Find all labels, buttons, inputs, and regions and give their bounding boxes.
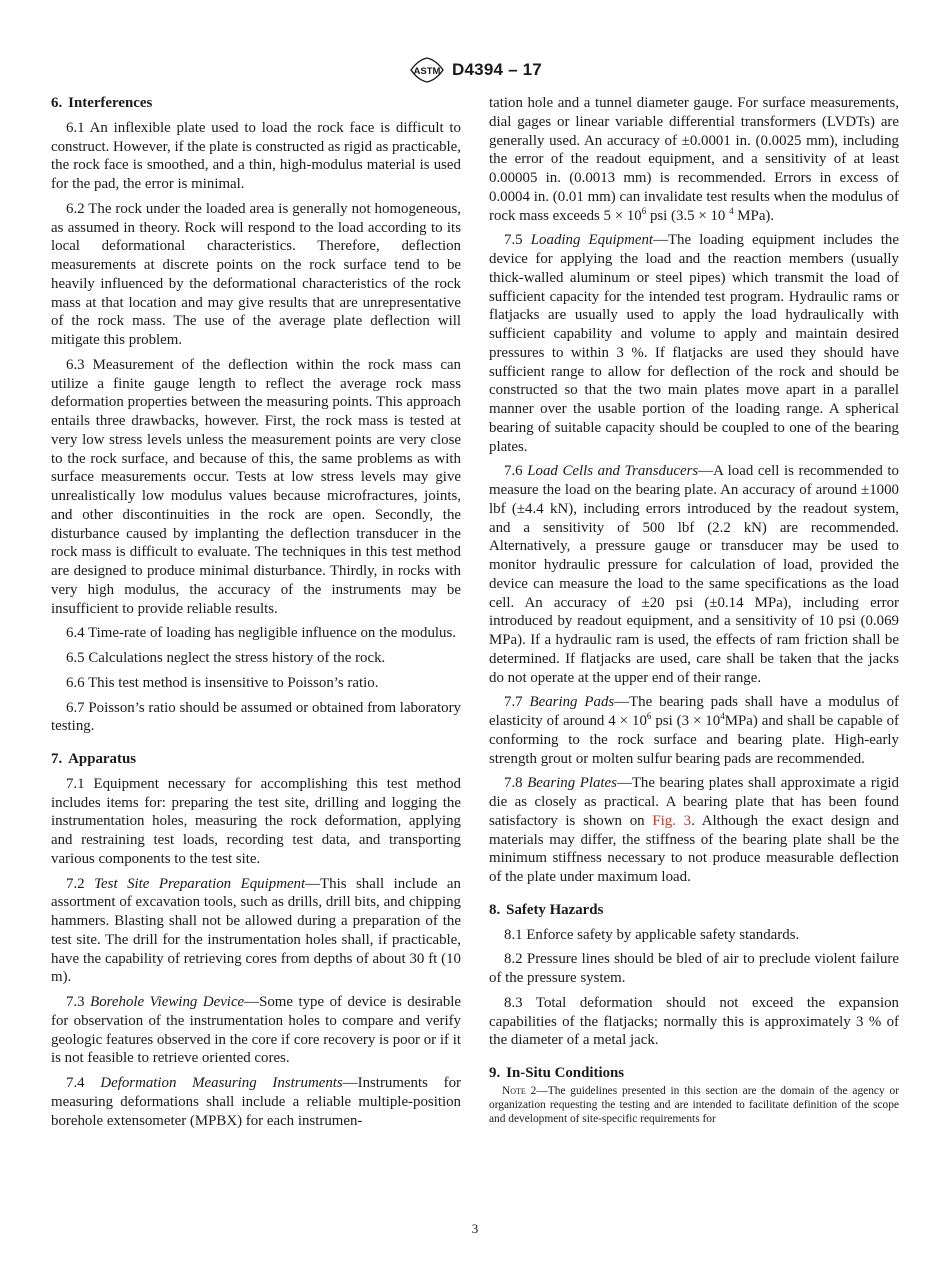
svg-text:ASTM: ASTM — [413, 66, 441, 77]
paragraph-6-7: 6.7 Poisson’s ratio should be assumed or obtained from laboratory testing. — [51, 699, 461, 735]
page-header — [0, 57, 950, 83]
paragraph-7-1: 7.1 Equipment necessary for accomplishing this test method includes items for: preparing the test site, drilling and logging the instrumentation holes, measuring the rock deformation, applying and restraining test loads, recording test data, and transporting various components to the test site. — [51, 775, 461, 867]
left-column — [51, 94, 461, 1136]
paragraph-6-2: 6.2 The rock under the loaded area is generally not homogeneous, as assumed in theory. Rock will respond to the load according to its local deformational characteristics. Therefore, deflection measurements at discrete points on the rock surface tend to be heavily influenced by the deformational characteristics of the rock mass at that location and may give results that are unrepresentative of the rock mass. The use of the average plate deflection will mitigate this problem. — [51, 200, 461, 348]
paragraph-8-1: 8.1 Enforce safety by applicable safety standards. — [504, 926, 800, 943]
paragraph-7-4-continued: tation hole and a tunnel diameter gauge. For surface measurements, dial gages or linear variable differential transformers (LVDTs) are generally used. An accuracy of ±0.0001 in. (0.0025 mm), including the error of the readout equipment, and a sensitivity of at least 0.00005 in. (0.0013 mm) is recommended. Errors in excess of 0.0004 in. (0.01 mm) can invalidate test results when the modulus of rock mass exceeds $5 \times 10^6$ psi (3.5 × 10 $^4$ MPa). — [489, 95, 899, 224]
right-column — [489, 94, 899, 1132]
paragraph-8-3: 8.3 Total deformation should not exceed the expansion capabilities of the flatjacks; normally this is approximately 3 % of the diameter of a metal jack. — [489, 994, 899, 1049]
paragraph-6-4: 6.4 Time-rate of loading has negligible influence on the modulus. — [66, 625, 456, 642]
document-id: D4394 – 17 — [452, 60, 542, 79]
paragraph-7-7: 7.7 Bearing Pads—The bearing pads shall have a modulus of elasticity of around $4 \times 10^6$ psi $(3 \times 10^4MPa)$ and shall be capable of conforming to the rock surface and bearing plate. High-early strength grout or molten sulfur bearing pads are recommended. — [489, 694, 899, 767]
paragraph-6-1: 6.1 An inflexible plate used to load the rock face is difficult to construct. However, if the plate is constructed as rigid as practicable, the rock face is smoothed, and a thin, high-modulus material is used for the pad, the error is minimal. — [51, 119, 461, 192]
paragraph-6-5: 6.5 Calculations neglect the stress history of the rock. — [66, 650, 386, 666]
astm-logo-icon — [408, 57, 446, 83]
section-7-heading: 7. Apparatus — [51, 751, 137, 767]
paragraph-8-2: 8.2 Pressure lines should be bled of air to preclude violent failure of the pressure system. — [489, 951, 899, 986]
figure-3-link[interactable]: Fig. 3 — [652, 812, 692, 829]
paragraph-6-3: 6.3 Measurement of the deflection within the rock mass can utilize a finite gauge length to reflect the average rock mass deformation properties between the measuring points. This approach entails three drawbacks, however. First, the rock mass is tested at very low stress levels unless the measurement points are very close to the rock surface, and because of this, the same problems as with surface measurements occur. Tests at low stress levels may give unrealistically low modulus values because microfractures, joints, and other discontinuities in the rock are open. Secondly, the disturbance caused by implanting the deflection transducer in the rock mass is difficult to evaluate. The techniques in this test method are designed to produce minimal disturbance. Thirdly, in rocks with very high modulus, the accuracy of the instruments may be insufficient to provide reliable results. — [51, 356, 461, 617]
paragraph-7-6: 7.6 Load Cells and Transducers—A load cell is recommended to measure the load on the bearing plate. An accuracy of around ±1000 lbf (±4.4 kN), including errors introduced by the readout system, and a sensitivity of 500 lbf (2.2 kN) are recommended. Alternatively, a pressure gauge or transducer may be used to monitor hydraulic pressure for calculation of load, provided the device can measure the load to the same specifications as the load cell. An accuracy of ±20 psi (±0.14 MPa), including error introduced by readout equipment, and a sensitivity of 10 psi (0.069 MPa). If a hydraulic ram is used, the effects of ram friction shall be determined. If flatjacks are used, care shall be taken that the jacks do not operate at the upper end of their range. — [489, 463, 899, 686]
paragraph-7-3: 7.3 Borehole Viewing Device—Some type of device is desirable for observation of the instrumentation holes to compare and verify geologic features observed in the core if core recovery is poor or if it is not feasible to retrieve oriented cores. — [51, 994, 462, 1067]
paragraph-7-5: 7.5 Loading Equipment—The loading equipment includes the device for applying the load and the reaction members (usually thick-walled aluminum or steel pipes) which transmit the load of sufficient capacity for the intended test program. Hydraulic rams or flatjacks are usually used to apply the load hydraulically with sufficient capability and volume to apply and maintain desired pressures to within 3 %. If flatjacks are used they should have sufficient range to allow for deflection of the rock and should be constructed so that the two main plates move apart in a parallel manner over the usable portion of the loading range. A spherical bearing of suitable capacity should be coupled to one of the bearing plates. — [489, 232, 899, 455]
section-9-heading: 9. In-Situ Conditions — [489, 1065, 625, 1081]
paragraph-7-8: 7.8 Bearing Plates—The bearing plates shall approximate a rigid die as closely as practical. A bearing plate that has been found satisfactory is shown on Fig. 3. Although the exact design and materials may differ, the stiffness of the bearing plate shall be the minimum stiffness necessary to not produce measurable deflection of the plate under maximum load. — [489, 775, 899, 885]
section-8-heading: 8. Safety Hazards — [489, 901, 604, 918]
paragraph-7-4: 7.4 Deformation Measuring Instruments—Instruments for measuring deformations shall include a reliable multiple-position borehole extensometer (MPBX) for each instrumen- — [51, 1075, 461, 1129]
page-number: 3 — [471, 1221, 479, 1236]
note-2: Note 2—The guidelines presented in this section are the domain of the agency or organization requesting the testing and are intended to facilitate definition of the scope and development of site-specific requirements for — [489, 1084, 899, 1126]
section-6-heading: 6. Interferences — [51, 95, 153, 111]
paragraph-6-6: 6.6 This test method is insensitive to Poisson’s ratio. — [66, 674, 379, 691]
paragraph-7-2: 7.2 Test Site Preparation Equipment—This shall include an assortment of excavation tools, such as drills, drill bits, and chipping hammers. Blasting shall not be allowed during a preparation of the test site. The drill for the instrumentation holes shall, if practicable, have the capability of retrieving cores from depths of about 30 ft (10 m). — [51, 875, 461, 986]
